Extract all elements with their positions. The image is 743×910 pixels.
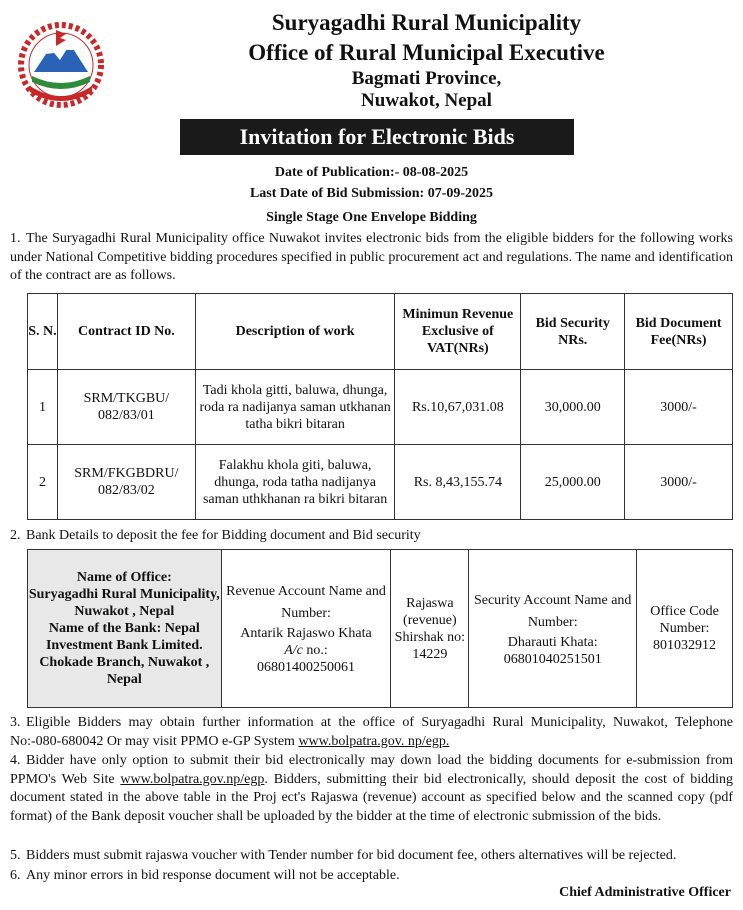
table-row <box>28 550 733 708</box>
revenue-account-number: 06801400250061 <box>257 660 355 675</box>
clause-4 <box>10 752 733 826</box>
clause-2 <box>10 527 733 546</box>
work-description: Falakhu khola giti, baluwa, dhunga, roda tatha nadijanya saman uthkhanan ra bikri bitaran <box>195 445 395 520</box>
revenue-account-title: Revenue Account Name and Number: <box>226 584 386 621</box>
minimum-revenue: Rs.10,67,031.08 <box>395 370 521 445</box>
clause-number: 6. <box>10 868 21 883</box>
contract-id: SRM/TKGBU/ 082/83/01 <box>57 370 195 445</box>
clause-text: Bidder have only option to submit their bid electronically may down load the bidding documents for e-submission from PPMO's Web Site <box>10 753 733 787</box>
account-abbr: A/c <box>284 643 303 658</box>
security-account-name: Dharauti Khata: <box>507 634 598 650</box>
office-name: Office of Rural Municipal Executive <box>248 40 605 65</box>
clause-number: 3. <box>10 715 21 730</box>
security-account-title: Security Account Name and Number: <box>473 592 632 630</box>
bank-branch: Chokade Branch, Nuwakot , Nepal <box>39 655 210 687</box>
column-header: Description of work <box>195 294 395 370</box>
clause-6 <box>10 867 733 886</box>
table-row <box>28 445 733 520</box>
column-header: Bid Security NRs. <box>521 294 625 370</box>
letterhead <box>110 8 743 112</box>
bank-details-table <box>27 549 733 708</box>
clause-text: Any minor errors in bid response document will not be acceptable. <box>26 868 400 883</box>
egp-link[interactable]: www.bolpatra.gov. np/egp. <box>298 733 450 749</box>
table-row <box>28 370 733 445</box>
account-no-label: no.: <box>306 643 328 658</box>
province: Bagmati Province, <box>351 68 502 89</box>
bank-name: Name of the Bank: Nepal Investment Bank Limited. <box>45 621 203 653</box>
submission-deadline: Last Date of Bid Submission: 07-09-2025 <box>249 186 494 201</box>
contract-id: SRM/FKGBDRU/ 082/83/02 <box>57 445 195 520</box>
clause-text-cont: . Bidders, submitting their bid electronically, should deposit the cost of bidding document stated in the above table in the Proj ect's Rajaswa (revenue) account as specified below and the scanned copy (pdf format) of the Bank deposit voucher shall be uploaded by the bidder at the time of electronic submission of the bids. <box>10 771 734 824</box>
notice-dates <box>0 162 743 228</box>
publication-date: Date of Publication:- 08-08-2025 <box>274 165 469 180</box>
revenue-account-cell <box>221 550 391 708</box>
notice-title-banner: Invitation for Electronic Bids <box>180 119 574 155</box>
column-header: Contract ID No. <box>57 294 195 370</box>
column-header: S. N. <box>28 294 58 370</box>
office-code: Office Code Number: 801032912 <box>637 550 733 708</box>
column-header: Bid Document Fee(NRs) <box>625 294 733 370</box>
clause-5 <box>10 847 733 866</box>
clause-text: Eligible Bidders may obtain further information at the office of Suryagadhi Rural Municipality, Nuwakot, Telephone No:-080-680042 Or may visit PPMO e-GP System <box>10 715 733 749</box>
security-account-cell <box>469 550 637 708</box>
clause-text: Bank Details to deposit the fee for Bidding document and Bid security <box>26 528 421 543</box>
clause-1 <box>10 230 733 286</box>
office-bank-cell <box>28 550 222 708</box>
clause-number: 1. <box>10 231 21 246</box>
district: Nuwakot, Nepal <box>361 90 492 111</box>
revenue-account-name: Antarik Rajaswo Khata <box>240 626 372 641</box>
bid-security: 25,000.00 <box>521 445 625 520</box>
office-name: Suryagadhi Rural Municipality, Nuwakot , Nepal <box>28 587 220 619</box>
bidding-type: Single Stage One Envelope Bidding <box>266 210 477 225</box>
clause-number: 2. <box>10 528 21 543</box>
column-header: Minimun Revenue Exclusive of VAT(NRs) <box>395 294 521 370</box>
municipality-name: Suryagadhi Rural Municipality <box>271 10 582 35</box>
clause-number: 4. <box>10 753 21 768</box>
security-account-number: 06801040251501 <box>503 651 602 667</box>
signatory: Chief Administrative Officer <box>559 885 731 900</box>
document-fee: 3000/- <box>625 445 733 520</box>
work-description: Tadi khola gitti, baluwa, dhunga, roda ra nadijanya saman utkhanan tatha bikri bitaran <box>195 370 395 445</box>
clause-text: The Suryagadhi Rural Municipality office Nuwakot invites electronic bids from the eligible bidders for the following works under National Competitive bidding procedures specified in public procurement act and regulations. The name and identification of the contract are as follows. <box>10 231 733 283</box>
contracts-table <box>27 293 733 520</box>
municipality-emblem-logo <box>16 20 106 110</box>
document-fee: 3000/- <box>625 370 733 445</box>
minimum-revenue: Rs. 8,43,155.74 <box>395 445 521 520</box>
bid-security: 30,000.00 <box>521 370 625 445</box>
ppmo-link[interactable]: www.bolpatra.gov.np/egp <box>120 771 265 787</box>
clause-number: 5. <box>10 848 21 863</box>
table-header-row <box>28 294 733 370</box>
clause-text: Bidders must submit rajaswa voucher with Tender number for bid document fee, others alternatives will be rejected. <box>26 848 677 863</box>
serial-number: 2 <box>28 445 58 520</box>
serial-number: 1 <box>28 370 58 445</box>
clause-3 <box>10 714 733 751</box>
rajaswa-code: Rajaswa (revenue) Shirshak no: 14229 <box>391 550 469 708</box>
office-label: Name of Office: <box>76 570 172 585</box>
